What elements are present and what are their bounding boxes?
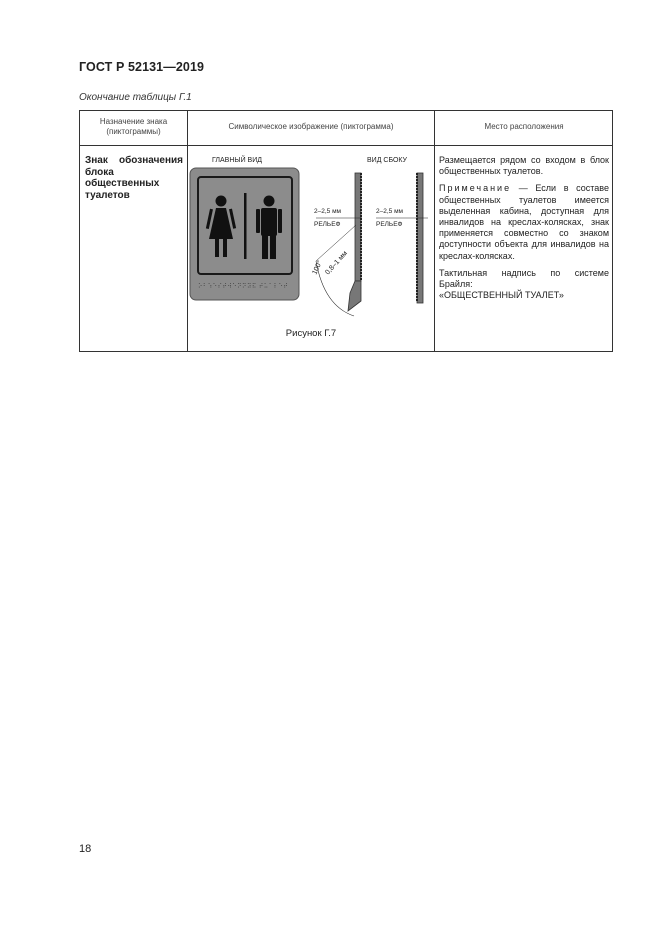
note-label: Примечание	[439, 183, 512, 194]
radius-text: 0,8–1 мм	[324, 250, 349, 277]
figure-caption: Рисунок Г.7	[285, 328, 337, 339]
pictogram-figure	[188, 151, 434, 351]
page-number: 18	[79, 843, 92, 855]
relief-right-text: РЕЛЬЕФ	[376, 221, 403, 228]
sign-divider-bar	[244, 193, 247, 259]
column-divider	[434, 111, 435, 351]
location-note	[439, 183, 609, 261]
location-paragraph: Размещается рядом со входом в блок общественных туалетов.	[439, 155, 609, 177]
angle-leader	[316, 225, 356, 261]
sign-purpose: Знак обозначения блока общественных туалетов	[85, 155, 183, 201]
note-text: — Если в составе общественных туалетов имеется выделенная кабина, доступная для инвалидов на креслах-колясках, знак применяется совместно со знаком доступности объекта для инвалидов на креслах-колясках.	[439, 183, 609, 261]
relief-left-text: РЕЛЬЕФ	[314, 221, 341, 228]
document-header: ГОСТ Р 52131—2019	[79, 60, 205, 74]
header-divider	[80, 145, 612, 146]
dim-left-text: 2–2,5 мм	[314, 208, 342, 215]
angle-text: 100°	[311, 259, 324, 276]
side-view-base	[348, 281, 361, 311]
location-text	[439, 155, 609, 307]
pictogram-svg	[188, 151, 434, 351]
braille-text: «ОБЩЕСТВЕННЫЙ ТУАЛЕТ»	[439, 290, 564, 301]
column-header-purpose: Назначение знака (пиктограммы)	[99, 117, 168, 136]
svg-text:⠕⠃⠱⠑⠎⠞⠺⠑⠝⠝⠽⠯ ⠞⠥⠁⠇⠑⠞: ⠕⠃⠱⠑⠎⠞⠺⠑⠝⠝⠽⠯ ⠞⠥⠁⠇⠑⠞	[198, 284, 289, 290]
table-caption: Окончание таблицы Г.1	[79, 92, 192, 103]
column-header-location: Место расположения	[484, 122, 564, 131]
column-header-image: Символическое изображение (пиктограмма)	[228, 122, 394, 131]
main-view-label: ГЛАВНЫЙ ВИД	[212, 157, 262, 164]
side-view-label: ВИД СБОКУ	[367, 157, 408, 164]
braille-dots	[198, 282, 290, 290]
braille-intro: Тактильная надпись по системе Брайля:	[439, 267, 609, 290]
sign-table	[79, 110, 613, 352]
dim-right-text: 2–2,5 мм	[376, 208, 404, 215]
